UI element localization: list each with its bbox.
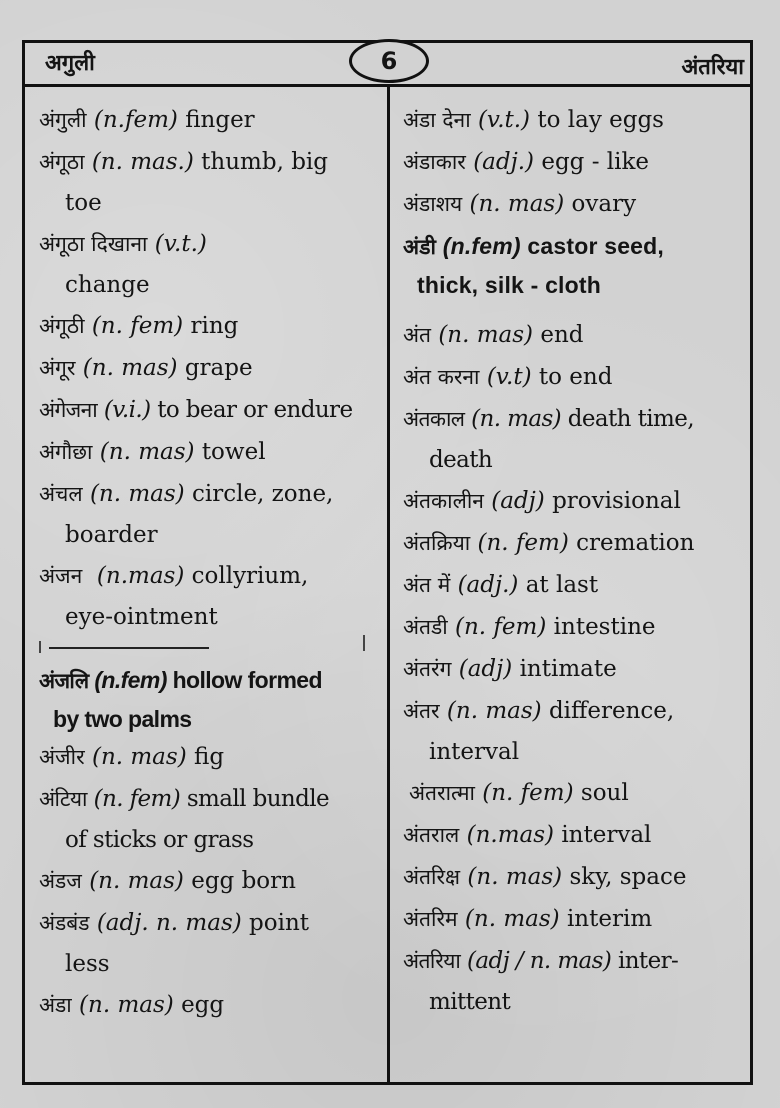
part-of-speech: (n. mas) [89, 868, 184, 894]
dictionary-entry [403, 480, 748, 522]
dictionary-entry [39, 736, 379, 778]
dictionary-page-frame [22, 40, 753, 1085]
part-of-speech: (v.t.) [154, 231, 207, 257]
dictionary-entry [403, 772, 748, 814]
headword: अंत करना [403, 365, 480, 389]
meaning: end [540, 322, 584, 348]
guide-word-right: अंतरिया [681, 55, 744, 80]
meaning: thumb, big [201, 149, 328, 175]
part-of-speech: (n. mas) [79, 992, 174, 1018]
meaning: egg [181, 992, 225, 1018]
part-of-speech: (n.fem) [442, 233, 521, 259]
headword: अंटिया [39, 787, 87, 811]
headword: अंगूठा दिखाना [39, 232, 148, 256]
headword: अंगुली [39, 108, 87, 132]
dictionary-entry [39, 389, 379, 431]
part-of-speech: (n. mas) [467, 864, 563, 890]
headword: अंतरिया [403, 949, 461, 973]
right-column [403, 99, 748, 1022]
part-of-speech: (n. fem) [482, 780, 574, 806]
headword: अंजीर [39, 745, 85, 769]
meaning: collyrium, [191, 563, 309, 589]
meaning: egg born [191, 868, 296, 894]
column-divider [387, 84, 390, 1082]
dictionary-entry [403, 814, 748, 856]
meaning: fig [194, 744, 225, 770]
headword: अंचल [39, 482, 83, 506]
headword: अंतक्रिया [403, 531, 471, 555]
meaning: provisional [552, 488, 681, 514]
meaning: finger [185, 107, 255, 133]
meaning: difference, [548, 698, 675, 724]
meaning: point [249, 910, 310, 936]
part-of-speech: (n. mas) [446, 698, 542, 724]
part-of-speech: (n. mas) [91, 744, 187, 770]
dictionary-entry [403, 183, 748, 225]
meaning-continuation: by two palms [53, 706, 192, 732]
dictionary-entry [39, 347, 379, 389]
meaning: towel [201, 439, 266, 465]
dictionary-entry [39, 778, 379, 860]
meaning: grape [184, 355, 253, 381]
headword: अंतराल [403, 823, 460, 847]
meaning: inter- [617, 948, 679, 974]
meaning-continuation: thick, silk - cloth [417, 272, 602, 298]
part-of-speech: (n. fem) [91, 313, 184, 339]
dictionary-entry [39, 473, 379, 555]
headword: अंगूठी [39, 314, 85, 338]
headword: अंडा देना [403, 108, 471, 132]
headword: अंडी [403, 235, 437, 259]
dictionary-entry [403, 314, 748, 356]
part-of-speech: (adj. n. mas) [96, 910, 242, 936]
meaning-continuation: eye-ointment [65, 604, 218, 630]
meaning: small bundle [186, 786, 330, 812]
part-of-speech: (n. mas) [82, 355, 178, 381]
part-of-speech: (n. mas) [99, 439, 195, 465]
meaning: soul [580, 780, 629, 806]
headword: अंतरंग [403, 657, 452, 681]
meaning: to lay eggs [537, 107, 664, 133]
meaning: intimate [519, 656, 617, 682]
dictionary-entry [39, 99, 379, 141]
dictionary-entry [403, 564, 748, 606]
part-of-speech: (adj) [491, 488, 545, 514]
headword: अंतकाल [403, 407, 465, 431]
meaning: ovary [571, 191, 637, 217]
part-of-speech: (n.mas) [466, 822, 554, 848]
part-of-speech: (n. mas) [464, 906, 560, 932]
dictionary-entry [39, 431, 379, 473]
part-of-speech: (n. fem) [455, 614, 547, 640]
part-of-speech: (n.mas) [96, 563, 185, 589]
headword: अंतर [403, 699, 440, 723]
part-of-speech: (v.i.) [103, 397, 151, 423]
part-of-speech: (n. mas) [89, 481, 185, 507]
dictionary-entry [403, 606, 748, 648]
dictionary-entry-bold [403, 225, 748, 302]
headword: अंडबंड [39, 911, 90, 935]
meaning: interim [566, 906, 653, 932]
dictionary-entry [39, 902, 379, 984]
part-of-speech: (v.t) [486, 364, 532, 390]
headword: अंजलि [39, 669, 89, 693]
dictionary-entry [403, 99, 748, 141]
headword: अंडाशय [403, 192, 463, 216]
headword: अंतरिम [403, 907, 458, 931]
dictionary-entry [39, 555, 379, 637]
meaning: castor seed, [527, 233, 665, 259]
headword: अंगूठा [39, 150, 85, 174]
separator-tick-left [39, 641, 41, 653]
part-of-speech: (n.fem) [94, 667, 167, 693]
meaning: ring [190, 313, 239, 339]
meaning-continuation: death [429, 447, 493, 473]
part-of-speech: (v.t.) [477, 107, 531, 133]
part-of-speech: (n. fem) [477, 530, 569, 556]
headword: अंतरिक्ष [403, 865, 461, 889]
part-of-speech: (n. mas) [471, 406, 562, 432]
headword: अंगूर [39, 356, 76, 380]
headword: अंतरात्मा [409, 781, 475, 805]
dictionary-entry [403, 856, 748, 898]
meaning: intestine [553, 614, 656, 640]
meaning: death time, [567, 406, 694, 432]
meaning: circle, zone, [191, 481, 334, 507]
page-header [25, 43, 750, 87]
headword: अंतडी [403, 615, 448, 639]
meaning-continuation: of sticks or grass [65, 827, 254, 853]
dictionary-entry [39, 860, 379, 902]
meaning-continuation: change [65, 272, 150, 298]
meaning: egg - like [541, 149, 650, 175]
part-of-speech: (n. fem) [93, 786, 181, 812]
dictionary-entry [403, 648, 748, 690]
dictionary-entry [39, 223, 379, 305]
headword: अंतकालीन [403, 489, 484, 513]
page-number-oval [349, 39, 429, 83]
dictionary-entry [39, 305, 379, 347]
headword: अंडा [39, 993, 72, 1017]
meaning-continuation: less [65, 951, 110, 977]
meaning: hollow formed [172, 667, 322, 693]
headword: अंडज [39, 869, 82, 893]
part-of-speech: (adj.) [457, 572, 519, 598]
guide-word-left: अगुली [45, 51, 95, 76]
dictionary-entry [403, 398, 748, 480]
part-of-speech: (n. mas.) [91, 149, 194, 175]
separator-tick-right [363, 635, 365, 651]
headword: अंगेजना [39, 398, 98, 422]
meaning: to end [538, 364, 613, 390]
meaning-continuation: interval [429, 739, 520, 765]
meaning: at last [525, 572, 599, 598]
spacer [403, 302, 748, 314]
headword: अंत में [403, 573, 451, 597]
part-of-speech: (n.fem) [93, 107, 178, 133]
section-separator [39, 641, 379, 657]
part-of-speech: (n. mas) [469, 191, 565, 217]
dictionary-entry [403, 940, 748, 1022]
headword: अंडाकार [403, 150, 466, 174]
dictionary-entry-bold [39, 659, 379, 736]
headword: अंत [403, 323, 432, 347]
meaning: cremation [576, 530, 695, 556]
meaning: sky, space [569, 864, 687, 890]
headword: अंजन [39, 564, 83, 588]
part-of-speech: (adj.) [473, 149, 535, 175]
meaning-continuation: mittent [429, 989, 511, 1015]
headword: अंगौछा [39, 440, 93, 464]
part-of-speech: (adj / n. mas) [466, 948, 612, 974]
dictionary-entry [403, 522, 748, 564]
left-column [39, 99, 379, 1026]
dictionary-entry [403, 898, 748, 940]
meaning-continuation: toe [65, 190, 102, 216]
meaning: to bear or endure [157, 397, 353, 423]
dictionary-entry [39, 141, 379, 223]
separator-line [49, 647, 209, 649]
dictionary-entry [403, 690, 748, 772]
dictionary-entry [39, 984, 379, 1026]
dictionary-entry [403, 356, 748, 398]
part-of-speech: (n. mas) [438, 322, 534, 348]
meaning-continuation: boarder [65, 522, 158, 548]
dictionary-entry [403, 141, 748, 183]
page-number: 6 [380, 47, 398, 75]
part-of-speech: (adj) [458, 656, 513, 682]
meaning: interval [561, 822, 652, 848]
